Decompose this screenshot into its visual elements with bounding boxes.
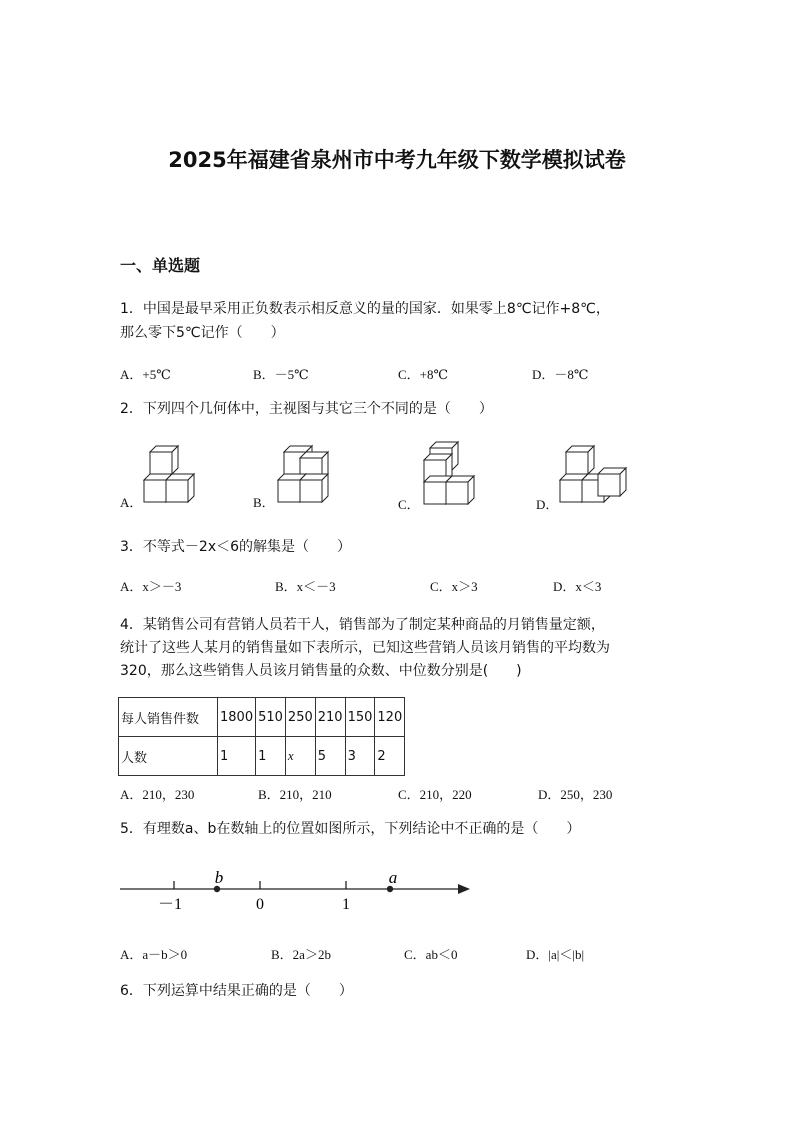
q6-text: 6．下列运算中结果正确的是（ ） — [120, 983, 353, 999]
tick-label-zero: 0 — [256, 896, 264, 913]
table-cell: 5 — [315, 737, 345, 776]
q5-option-c: C．ab＜0 — [404, 947, 458, 962]
table-cell: 人数 — [119, 737, 218, 776]
q5-text: 5．有理数a、b在数轴上的位置如图所示，下列结论中不正确的是（ ） — [120, 821, 581, 837]
q4-option-a: A．210，230 — [120, 787, 195, 802]
table-cell: 120 — [375, 698, 405, 737]
table-cell: 1800 — [218, 698, 256, 737]
q4-option-d: D．250，230 — [538, 787, 613, 802]
q3-text: 3．不等式－2x＜6的解集是（ ） — [120, 539, 352, 555]
q2-label-b: B． — [253, 495, 275, 510]
tick-label-minus-one: －1 — [157, 896, 183, 913]
q1-line1: 1．中国是最早采用正负数表示相反意义的量的国家．如果零上8℃记作+8℃， — [120, 301, 610, 317]
q3-option-a: A．x＞－3 — [120, 579, 182, 594]
q2-label-c: C． — [398, 497, 420, 512]
q4-line2: 统计了这些人某月的销售量如下表所示，已知这些营销人员该月销售的平均数为 — [120, 640, 610, 656]
q1-option-d: D．－8℃ — [532, 367, 589, 382]
section-heading: 一、单选题 — [120, 256, 201, 275]
point-b-label: b — [214, 868, 224, 887]
table-cell: 1 — [218, 737, 256, 776]
q5-option-a: A．a－b＞0 — [120, 947, 188, 962]
q4-line3: 320，那么这些销售人员该月销售量的众数、中位数分别是( ) — [120, 663, 522, 679]
q5-option-b: B．2a＞2b — [271, 947, 331, 962]
axis-arrow-icon — [458, 884, 470, 894]
q1-line2: 那么零下5℃记作（ ） — [120, 325, 285, 341]
table-cell: 3 — [345, 737, 375, 776]
q4-line1: 4．某销售公司有营销人员若干人，销售部为了制定某种商品的月销售量定额， — [120, 617, 605, 633]
table-cell: x — [285, 737, 315, 776]
q2-label-d: D． — [536, 497, 559, 512]
q1-option-a: A．+5℃ — [120, 367, 171, 382]
table-cell: 510 — [256, 698, 286, 737]
q2-label-a: A． — [120, 495, 143, 510]
point-a-label: a — [388, 868, 398, 887]
q3-option-b: B．x＜－3 — [275, 579, 336, 594]
table-cell: 250 — [285, 698, 315, 737]
q5-option-d: D．|a|＜|b| — [526, 947, 585, 962]
q1-option-c: C．+8℃ — [398, 367, 449, 382]
tick-label-one: 1 — [342, 896, 350, 913]
q2-text: 2．下列四个几何体中，主视图与其它三个不同的是（ ） — [120, 401, 493, 417]
table-cell: 1 — [256, 737, 286, 776]
q4-option-c: C．210，220 — [398, 787, 472, 802]
q4-option-b: B．210，210 — [258, 787, 332, 802]
q3-option-d: D．x＜3 — [553, 579, 602, 594]
table-cell: 每人销售件数 — [119, 698, 218, 737]
table-cell: 150 — [345, 698, 375, 737]
q3-option-c: C．x＞3 — [430, 579, 478, 594]
table-cell: 210 — [315, 698, 345, 737]
q1-option-b: B．－5℃ — [253, 367, 309, 382]
table-cell: 2 — [375, 737, 405, 776]
page-title: 2025年福建省泉州市中考九年级下数学模拟试卷 — [168, 148, 626, 172]
